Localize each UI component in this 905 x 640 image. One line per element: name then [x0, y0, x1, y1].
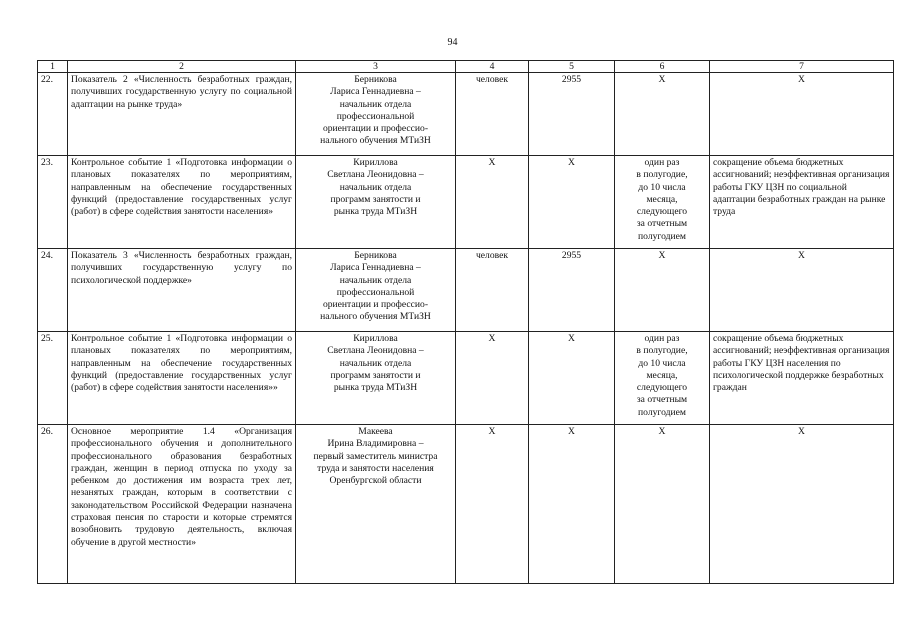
row-responsible: Берникова Лариса Геннадиевна – начальник отдела профессиональной ориентации и профессио- нального обучения МТиЗН — [296, 249, 456, 332]
table-row — [38, 249, 894, 332]
row-period: один раз в полугодие, до 10 числа месяца, следующего за отчетным полугодием — [615, 332, 710, 425]
row-unit: Х — [456, 156, 529, 249]
row-period: один раз в полугодие, до 10 числа месяца, следующего за отчетным полугодием — [615, 156, 710, 249]
row-risk: сокращение объема бюджетных ассигнований; неэффективная организация работы ГКУ ЦЗН по социальной адаптации безработных граждан на рынке труда — [710, 156, 894, 249]
row-name: Показатель 3 «Численность безработных граждан, получивших государственную услугу по психологической поддержке» — [68, 249, 296, 332]
table-header-row — [38, 61, 894, 73]
table-row — [38, 73, 894, 156]
row-period: Х — [615, 425, 710, 584]
header-cell: 4 — [456, 61, 529, 73]
row-number: 22. — [38, 73, 68, 156]
row-number: 25. — [38, 332, 68, 425]
row-name: Показатель 2 «Численность безработных граждан, получивших государственную услугу по социальной адаптации на рынке труда» — [68, 73, 296, 156]
row-responsible: Кириллова Светлана Леонидовна – начальник отдела программ занятости и рынка труда МТиЗН — [296, 332, 456, 425]
program-table — [37, 60, 894, 584]
page-number: 94 — [447, 37, 458, 48]
header-cell: 3 — [296, 61, 456, 73]
row-unit: Х — [456, 425, 529, 584]
row-responsible: Макеева Ирина Владимировна – первый заместитель министра труда и занятости населения Оренбургской области — [296, 425, 456, 584]
row-unit: человек — [456, 249, 529, 332]
row-name: Контрольное событие 1 «Подготовка информации о плановых показателях по мероприятиям, направленным на обеспечение государственных функций (предоставление государственных услуг (работ) в сфере содействия занятости населения»» — [68, 332, 296, 425]
row-value: 2955 — [529, 73, 615, 156]
row-unit: человек — [456, 73, 529, 156]
row-responsible: Кириллова Светлана Леонидовна – начальник отдела программ занятости и рынка труда МТиЗН — [296, 156, 456, 249]
row-value: Х — [529, 425, 615, 584]
row-unit: Х — [456, 332, 529, 425]
header-cell: 7 — [710, 61, 894, 73]
row-name: Контрольное событие 1 «Подготовка информации о плановых показателях по мероприятиям, направленным на обеспечение государственных функций (предоставление государственных услуг (работ) в сфере содействия занятости населения» — [68, 156, 296, 249]
row-risk: Х — [710, 73, 894, 156]
row-period: Х — [615, 249, 710, 332]
row-value: 2955 — [529, 249, 615, 332]
row-risk: Х — [710, 425, 894, 584]
header-cell: 6 — [615, 61, 710, 73]
row-period: Х — [615, 73, 710, 156]
header-cell: 1 — [38, 61, 68, 73]
row-risk: сокращение объема бюджетных ассигнований; неэффективная организация работы ГКУ ЦЗН населения по психологической поддержке безработных граждан — [710, 332, 894, 425]
row-number: 23. — [38, 156, 68, 249]
table-row — [38, 425, 894, 584]
row-value: Х — [529, 332, 615, 425]
row-name: Основное мероприятие 1.4 «Организация профессионального обучения и дополнительного профессионального образования безработных граждан, женщин в период отпуска по уходу за ребенком до достижения им возраста трех лет, незанятых граждан, которым в соответствии с законодательством Российской Федерации назначена страховая пенсия по старости и которые стремятся возобновить трудовую деятельность, включая обучение в другой местности» — [68, 425, 296, 584]
header-cell: 2 — [68, 61, 296, 73]
row-responsible: Берникова Лариса Геннадиевна – начальник отдела профессиональной ориентации и профессио- нального обучения МТиЗН — [296, 73, 456, 156]
header-cell: 5 — [529, 61, 615, 73]
row-number: 26. — [38, 425, 68, 584]
table-row — [38, 156, 894, 249]
table-row — [38, 332, 894, 425]
row-number: 24. — [38, 249, 68, 332]
row-risk: Х — [710, 249, 894, 332]
row-value: Х — [529, 156, 615, 249]
